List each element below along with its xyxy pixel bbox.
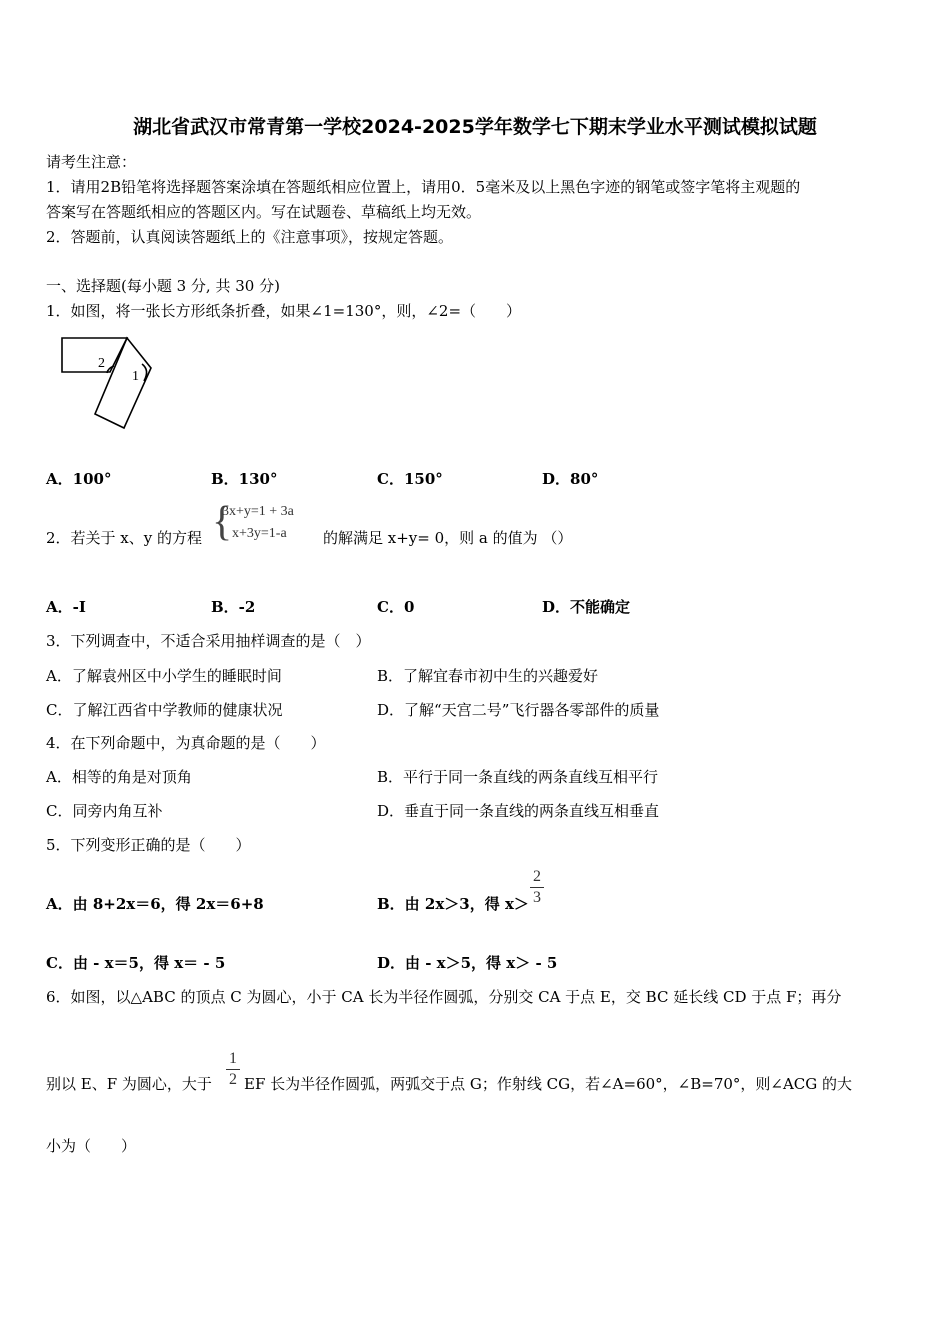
- q2-option-c: C．0: [377, 598, 415, 616]
- notice-line-3: 2．答题前，认真阅读答题纸上的《注意事项》，按规定答题。: [46, 228, 454, 246]
- q5-fraction: [530, 868, 544, 907]
- question-3-stem: 3．下列调查中，不适合采用抽样调查的是（ ）: [46, 632, 371, 650]
- q6-fraction-denominator: 2: [229, 1071, 237, 1088]
- notice-heading: 请考生注意：: [46, 153, 137, 171]
- q5-option-c: C．由 - x＝5，得 x＝ - 5: [46, 954, 226, 972]
- q5-option-a: A．由 8+2x＝6，得 2x＝6+8: [46, 895, 264, 913]
- system-brace: {: [212, 499, 233, 545]
- q5-option-d: D．由 - x＞5，得 x＞ - 5: [377, 954, 558, 972]
- q5-fraction-numerator: 2: [533, 868, 541, 885]
- q3-option-d: D．了解“天宫二号”飞行器各零部件的质量: [377, 701, 660, 719]
- question-2-stem-b: 的解满足 x+y= 0，则 a 的值为 （）: [323, 529, 573, 547]
- q5-option-b: B．由 2x＞3，得 x＞: [377, 895, 529, 913]
- q1-option-a: A．100°: [46, 470, 112, 488]
- question-6-line-2a: 别以 E、F 为圆心，大于: [46, 1075, 212, 1093]
- q1-option-c: C．150°: [377, 470, 443, 488]
- equation-system: [222, 501, 294, 545]
- q6-fraction-numerator: 1: [229, 1050, 237, 1067]
- q3-option-b: B．了解宜春市初中生的兴趣爱好: [377, 667, 599, 685]
- q4-option-c: C．同旁内角互补: [46, 802, 163, 820]
- q4-option-b: B．平行于同一条直线的两条直线互相平行: [377, 768, 659, 786]
- q4-option-d: D．垂直于同一条直线的两条直线互相垂直: [377, 802, 660, 820]
- angle-label-2: 2: [98, 356, 105, 371]
- q3-option-c: C．了解江西省中学教师的健康状况: [46, 701, 283, 719]
- equation-2: x+3y=1-a: [232, 526, 287, 541]
- angle-label-1: 1: [132, 369, 139, 384]
- q3-option-a: A．了解袁州区中小学生的睡眠时间: [46, 667, 282, 685]
- question-1-stem: 1．如图，将一张长方形纸条折叠，如果∠1=130°，则，∠2=（ ）: [46, 302, 522, 320]
- section-heading: 一、选择题(每小题 3 分, 共 30 分): [46, 277, 280, 295]
- page-title: 湖北省武汉市常青第一学校2024-2025学年数学七下期末学业水平测试模拟试题: [133, 116, 817, 138]
- question-6-line-2b: EF 长为半径作圆弧，两弧交于点 G；作射线 CG，若∠A=60°，∠B=70°，则∠ACG 的大: [244, 1075, 853, 1093]
- q1-option-d: D．80°: [542, 470, 599, 488]
- notice-line-1: 1．请用2B铅笔将选择题答案涂填在答题纸相应位置上，请用0．5毫米及以上黑色字迹的钢笔或签字笔将主观题的: [46, 178, 801, 196]
- folded-strip-figure: [58, 334, 158, 434]
- question-5-stem: 5．下列变形正确的是（ ）: [46, 836, 251, 854]
- q2-option-d: D．不能确定: [542, 598, 631, 616]
- question-4-stem: 4．在下列命题中，为真命题的是（ ）: [46, 734, 326, 752]
- notice-line-2: 答案写在答题纸相应的答题区内。写在试题卷、草稿纸上均无效。: [46, 203, 482, 221]
- q1-option-b: B．130°: [211, 470, 278, 488]
- q6-fraction: [226, 1050, 240, 1089]
- question-6-line-3: 小为（ ）: [46, 1137, 137, 1155]
- question-2-stem-a: 2．若关于 x、y 的方程: [46, 529, 203, 547]
- q2-option-b: B．-2: [211, 598, 256, 616]
- equation-1: 3x+y=1 + 3a: [222, 504, 294, 519]
- q2-option-a: A．-I: [46, 598, 86, 616]
- question-6-line-1: 6．如图，以△ABC 的顶点 C 为圆心，小于 CA 长为半径作圆弧，分别交 CA 于点 E，交 BC 延长线 CD 于点 F；再分: [46, 988, 842, 1006]
- q4-option-a: A．相等的角是对顶角: [46, 768, 192, 786]
- q5-fraction-denominator: 3: [533, 889, 541, 906]
